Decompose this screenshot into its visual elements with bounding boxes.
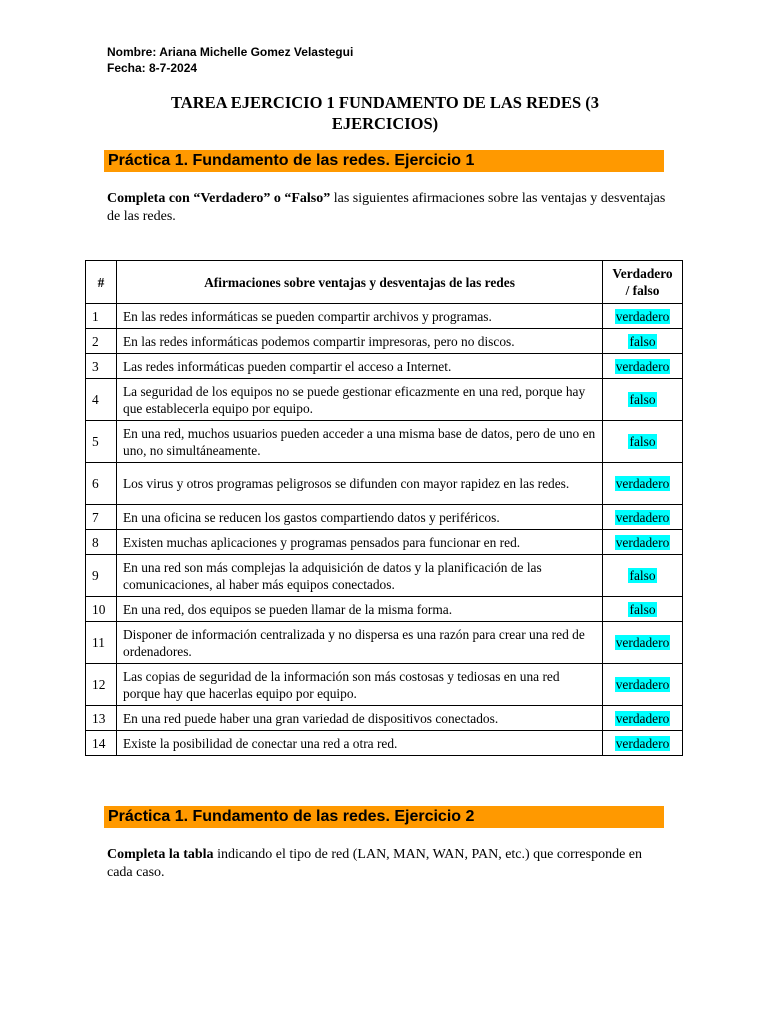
section-2-instruction — [107, 846, 667, 882]
row-answer: verdadero — [615, 735, 670, 751]
header-answer-line-2: / falso — [625, 283, 660, 298]
row-number: 10 — [86, 597, 117, 622]
row-statement: Los virus y otros programas peligrosos se difunden con mayor rapidez en las redes. — [117, 463, 603, 505]
row-answer: falso — [629, 333, 656, 349]
row-number: 5 — [86, 421, 117, 463]
row-number: 11 — [86, 622, 117, 664]
row-answer-cell — [603, 731, 683, 756]
row-statement: Las redes informáticas pueden compartir el acceso a Internet. — [117, 354, 603, 379]
row-answer: verdadero — [615, 635, 670, 650]
row-number: 13 — [86, 706, 117, 731]
row-number: 1 — [86, 304, 117, 329]
row-statement: En una oficina se reducen los gastos compartiendo datos y periféricos. — [117, 505, 603, 530]
row-answer: falso — [629, 601, 656, 617]
row-answer: verdadero — [615, 358, 670, 374]
row-answer: falso — [629, 392, 656, 407]
row-answer-cell — [603, 463, 683, 505]
row-statement: La seguridad de los equipos no se puede gestionar eficazmente en una red, porque hay que establecerla equipo por equipo. — [117, 379, 603, 421]
row-answer-cell — [603, 505, 683, 530]
document-header — [107, 44, 353, 76]
row-answer: verdadero — [615, 476, 670, 491]
row-answer-cell — [603, 530, 683, 555]
header-answer — [603, 261, 683, 304]
instruction-text: las siguientes afirmaciones sobre las ventajas y desventajas de las redes. — [107, 191, 666, 224]
table-row — [86, 622, 683, 664]
row-answer-cell — [603, 597, 683, 622]
row-statement: En una red, muchos usuarios pueden acceder a una misma base de datos, pero de uno en uno, no simultáneamente. — [117, 421, 603, 463]
row-answer-cell — [603, 379, 683, 421]
row-answer: verdadero — [615, 677, 670, 692]
row-statement: En una red puede haber una gran variedad de dispositivos conectados. — [117, 706, 603, 731]
row-answer-cell — [603, 555, 683, 597]
table-row — [86, 304, 683, 329]
instruction-text: indicando el tipo de red (LAN, MAN, WAN, PAN, etc.) que corresponde en cada caso. — [107, 847, 643, 880]
row-answer: verdadero — [615, 509, 670, 525]
row-answer: verdadero — [615, 308, 670, 324]
instruction-emphasis: Completa con “Verdadero” o “Falso” — [107, 191, 331, 206]
table-row — [86, 555, 683, 597]
row-number: 14 — [86, 731, 117, 756]
table-row — [86, 329, 683, 354]
row-answer-cell — [603, 354, 683, 379]
table-row — [86, 463, 683, 505]
row-statement: En las redes informáticas podemos compartir impresoras, pero no discos. — [117, 329, 603, 354]
row-statement: En las redes informáticas se pueden compartir archivos y programas. — [117, 304, 603, 329]
table-row — [86, 379, 683, 421]
table-row — [86, 505, 683, 530]
row-statement: Existen muchas aplicaciones y programas pensados para funcionar en red. — [117, 530, 603, 555]
row-number: 12 — [86, 664, 117, 706]
row-statement: En una red, dos equipos se pueden llamar de la misma forma. — [117, 597, 603, 622]
row-statement: Disponer de información centralizada y no dispersa es una razón para crear una red de ordenadores. — [117, 622, 603, 664]
table-body — [86, 304, 683, 756]
table-row — [86, 731, 683, 756]
header-statement: Afirmaciones sobre ventajas y desventajas de las redes — [117, 261, 603, 304]
row-number: 4 — [86, 379, 117, 421]
row-answer-cell — [603, 664, 683, 706]
statements-table — [85, 260, 683, 756]
row-number: 3 — [86, 354, 117, 379]
row-number: 9 — [86, 555, 117, 597]
header-number: # — [86, 261, 117, 304]
row-answer-cell — [603, 304, 683, 329]
row-number: 6 — [86, 463, 117, 505]
table-row — [86, 530, 683, 555]
row-answer: falso — [629, 434, 656, 449]
row-number: 8 — [86, 530, 117, 555]
row-statement: En una red son más complejas la adquisición de datos y la planificación de las comunicaciones, al haber más equipos conectados. — [117, 555, 603, 597]
table-row — [86, 421, 683, 463]
title-line-1: TAREA EJERCICIO 1 FUNDAMENTO DE LAS REDES (3 — [171, 93, 599, 112]
row-answer-cell — [603, 622, 683, 664]
student-name: Nombre: Ariana Michelle Gomez Velastegui — [107, 45, 354, 59]
table-row — [86, 354, 683, 379]
section-1-instruction — [107, 190, 667, 226]
assignment-date: Fecha: 8-7-2024 — [107, 61, 198, 75]
row-statement: Las copias de seguridad de la información son más costosas y tediosas en una red porque hay que hacerlas equipo por equipo. — [117, 664, 603, 706]
instruction-emphasis: Completa la tabla — [107, 847, 214, 862]
row-answer-cell — [603, 421, 683, 463]
title-line-2: EJERCICIOS) — [331, 114, 439, 133]
document-title — [107, 92, 663, 134]
row-answer-cell — [603, 329, 683, 354]
table-row — [86, 597, 683, 622]
table-row — [86, 706, 683, 731]
table-row — [86, 664, 683, 706]
row-number: 7 — [86, 505, 117, 530]
section-1-banner: Práctica 1. Fundamento de las redes. Ejercicio 1 — [104, 150, 664, 172]
row-answer: falso — [629, 568, 656, 583]
section-2-banner: Práctica 1. Fundamento de las redes. Ejercicio 2 — [104, 806, 664, 828]
row-statement: Existe la posibilidad de conectar una red a otra red. — [117, 731, 603, 756]
header-answer-line-1: Verdadero — [612, 266, 673, 281]
row-answer: verdadero — [615, 710, 670, 726]
table-header-row — [86, 261, 683, 304]
row-number: 2 — [86, 329, 117, 354]
row-answer: verdadero — [615, 534, 670, 550]
row-answer-cell — [603, 706, 683, 731]
